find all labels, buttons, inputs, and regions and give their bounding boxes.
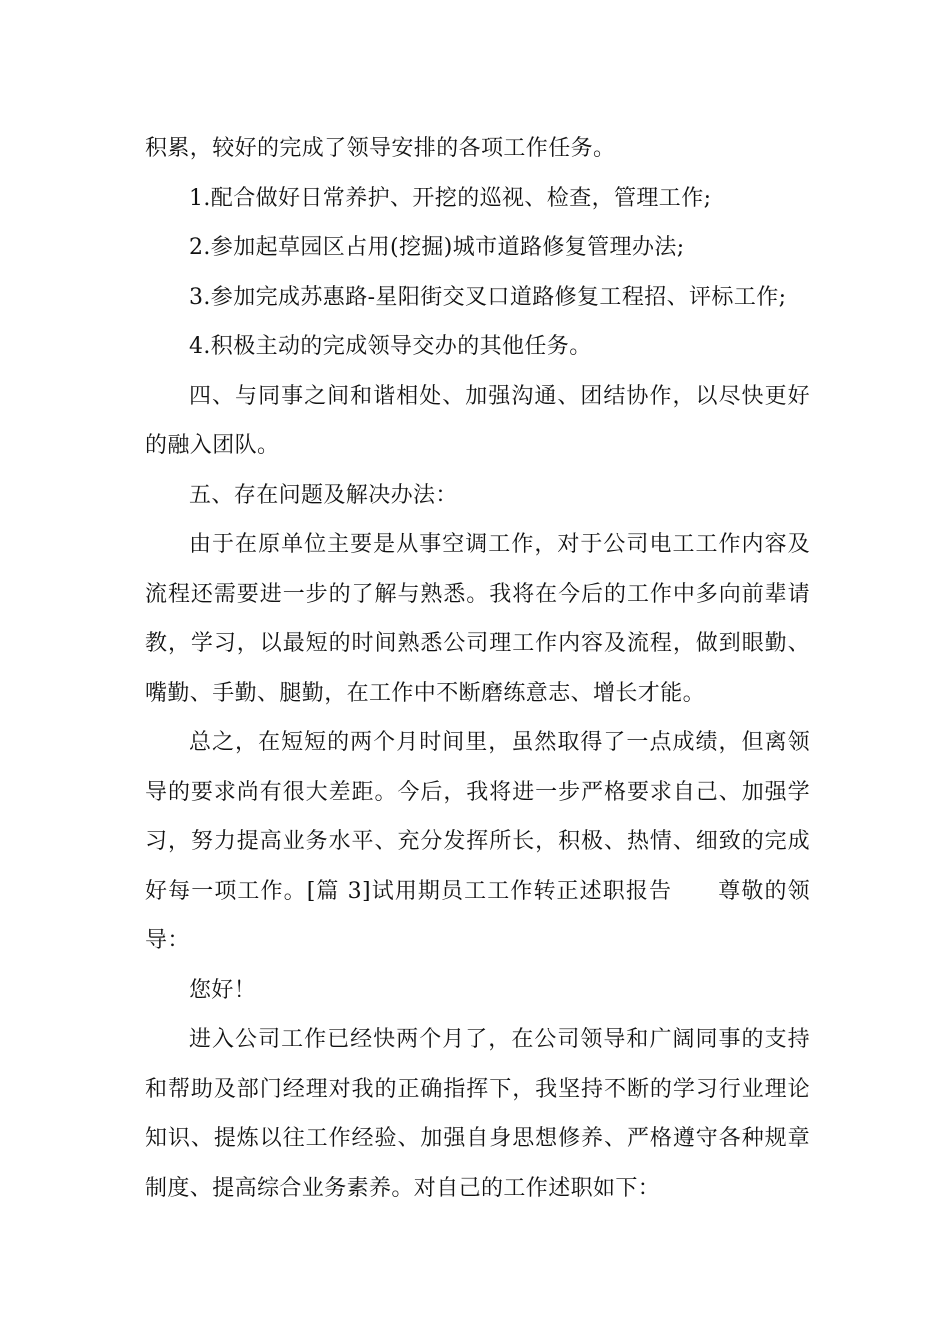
paragraph-3: 2.参加起草园区占用(挖掘)城市道路修复管理办法; bbox=[189, 235, 685, 260]
paragraph-8: 由于在原单位主要是从事空调工作，对于公司电工工作内容及流程还需要进一步的了解与熟悉。我将在今后的工作中多向前辈请教，学习，以最短的时间熟悉公司理工作内容及流程，做到眼勤、嘴勤、手勤、腿勤，在工作中不断磨练意志、增长才能。 bbox=[145, 532, 810, 706]
paragraph-2: 1.配合做好日常养护、开挖的巡视、检查，管理工作; bbox=[189, 185, 712, 211]
paragraph-7: 五、存在问题及解决办法： bbox=[189, 482, 458, 508]
paragraph-11: 进入公司工作已经快两个月了，在公司领导和广阔同事的支持和帮助及部门经理对我的正确指挥下，我坚持不断的学习行业理论知识、提炼以往工作经验、加强自身思想修养、严格遵守各种规章制度、提高综合业务素养。对自己的工作述职如下： bbox=[145, 1027, 810, 1201]
paragraph-4: 3.参加完成苏惠路-星阳街交叉口道路修复工程招、评标工作; bbox=[189, 284, 787, 310]
paragraph-5: 4.积极主动的完成领导交办的其他任务。 bbox=[189, 334, 592, 359]
document-body bbox=[145, 124, 810, 1213]
paragraph-6: 四、与同事之间和谐相处、加强沟通、团结协作，以尽快更好的融入团队。 bbox=[145, 383, 810, 458]
paragraph-10: 您好！ bbox=[189, 977, 257, 1003]
paragraph-9: 总之，在短短的两个月时间里，虽然取得了一点成绩，但离领导的要求尚有很大差距。今后，我将进一步严格要求自己、加强学习，努力提高业务水平、充分发挥所长，积极、热情、细致的完成好每一项工作。[篇 3]试用期员工工作转正述职报告 尊敬的领导： bbox=[145, 730, 810, 953]
paragraph-1: 积累，较好的完成了领导安排的各项工作任务。 bbox=[145, 136, 616, 161]
